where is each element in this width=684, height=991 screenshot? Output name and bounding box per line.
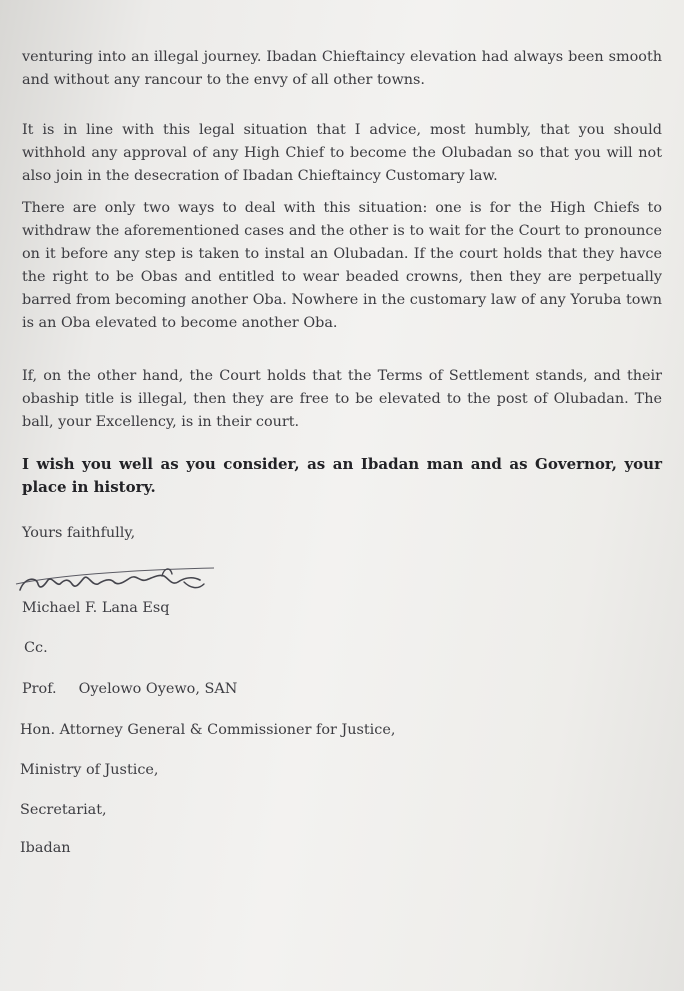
signatory-name: Michael F. Lana Esq [22, 600, 170, 616]
paragraph-5: I wish you well as you consider, as an Ibadan man and as Governor, your place in history. [22, 455, 662, 496]
paragraph-2: It is in line with this legal situation that I advice, most humbly, that you should withhold any approval of any High Chief to become the Olubadan so that you will not also join in the desecration of Ibadan Chieftaincy Customary law. [22, 122, 662, 184]
cc-recipient-name: Oyelowo Oyewo, SAN [78, 681, 238, 697]
cc-recipient-title: Prof. [22, 681, 57, 697]
closing-text: Yours faithfully, [22, 525, 136, 541]
paragraph-4: If, on the other hand, the Court holds that the Terms of Settlement stands, and their obaship title is illegal, then they are free to be elevated to the post of Olubadan. The ball, your Excellency, is in their court. [22, 368, 662, 430]
cc-label: Cc. [24, 640, 48, 656]
handwritten-signature [14, 556, 224, 600]
paragraph-1: venturing into an illegal journey. Ibadan Chieftaincy elevation had always been smooth and without any rancour to the envy of all other towns. [22, 49, 662, 88]
cc-city: Ibadan [20, 840, 71, 856]
cc-recipient [22, 681, 237, 697]
paragraph-3: There are only two ways to deal with this situation: one is for the High Chiefs to withdraw the aforementioned cases and the other is to wait for the Court to pronounce on it before any step is taken to instal an Olubadan. If the court holds that they havce the right to be Obas and entitled to wear beaded crowns, then they are perpetually barred from becoming another Oba. Nowhere in the customary law of any Yoruba town is an Oba elevated to become another Oba. [22, 200, 662, 331]
cc-secretariat: Secretariat, [20, 802, 107, 818]
cc-office: Hon. Attorney General & Commissioner for Justice, [20, 722, 396, 738]
cc-ministry: Ministry of Justice, [20, 762, 159, 778]
